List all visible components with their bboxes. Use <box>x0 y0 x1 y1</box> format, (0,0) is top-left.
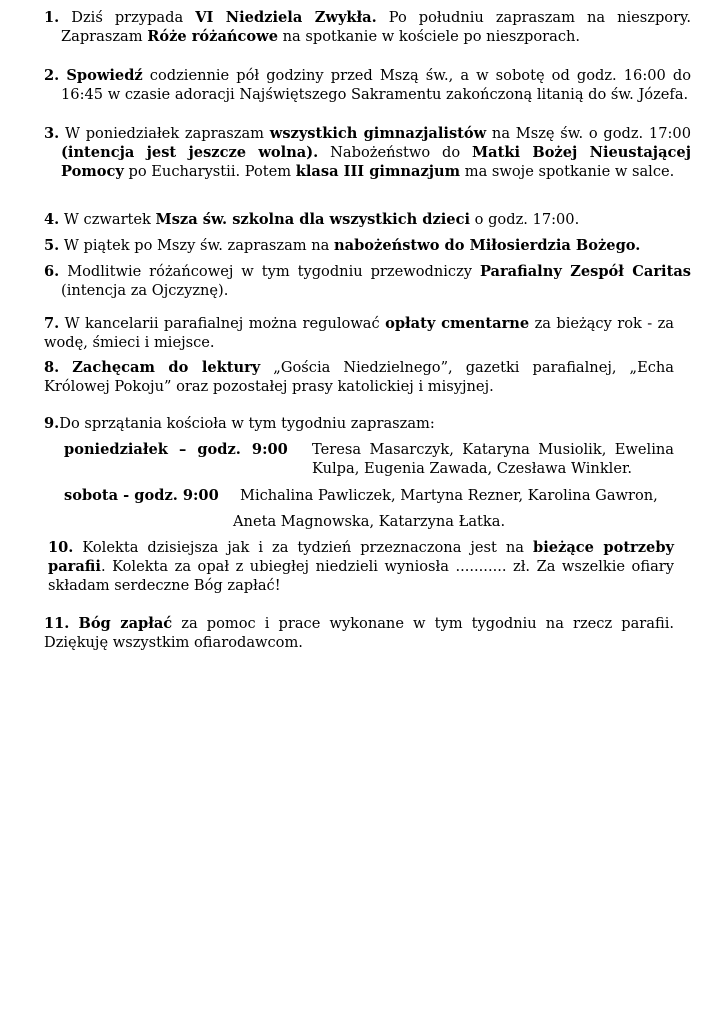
text: Nabożeństwo do <box>318 144 473 161</box>
emphasis: Msza św. szkolna dla wszystkich dzieci <box>155 211 471 228</box>
text: Po południu zapraszam na nieszpory. Zapraszam <box>61 9 692 45</box>
announcement-3 <box>44 124 691 181</box>
emphasis: VI Niedziela Zwykła. <box>195 9 377 26</box>
text: po Eucharystii. Potem <box>123 163 296 180</box>
emphasis: Parafialny Zespół Caritas <box>479 263 691 280</box>
announcement-number: 10. <box>48 539 74 556</box>
saturday-names: Michalina Pawliczek, Martyna Rezner, Karolina Gawron, <box>240 487 658 504</box>
text: na spotkanie w kościele po nieszporach. <box>277 28 581 45</box>
emphasis: Róże różańcowe <box>147 28 278 45</box>
announcement-6 <box>44 262 691 300</box>
monday-label: poniedziałek – godz. 9:00 <box>64 441 288 458</box>
text: ma swoje spotkanie w salce. <box>460 163 675 180</box>
text: Dziś przypada <box>71 9 196 26</box>
text: za bieżący rok - za wodę, śmieci i miejsce. <box>44 315 674 351</box>
text: codziennie pół godziny przed Mszą św., a w sobotę od godz. 16:00 do 16:45 w czasie adoracji Najświętszego Sakramentu zakończoną litanią do św. Józefa. <box>61 67 692 103</box>
monday-names: Teresa Masarczyk, Kataryna Musiolik, Ewelina Kulpa, Eugenia Zawada, Czesława Winkler. <box>312 441 674 477</box>
announcement-number: 4. <box>44 211 60 228</box>
text: Modlitwie różańcowej w tym tygodniu przewodniczy <box>67 263 480 280</box>
announcement-4 <box>44 210 691 229</box>
emphasis: bieżące potrzeby parafii <box>48 539 675 575</box>
emphasis: Zachęcam do lektury <box>72 359 261 376</box>
emphasis: Bóg zapłać <box>78 615 173 632</box>
emphasis: wszystkich gimnazjalistów <box>269 125 487 142</box>
saturday-label: sobota - godz. 9:00 <box>64 487 219 504</box>
text: W poniedziałek zapraszam <box>64 125 270 142</box>
text: . Kolekta za opał z ubiegłej niedzieli wyniosła ........... zł. Za wszelkie ofiary składam serdeczne Bóg zapłać! <box>48 558 674 594</box>
announcement-number: 1. <box>44 9 60 26</box>
announcement-number: 9. <box>44 415 60 432</box>
emphasis: nabożeństwo do Miłosierdzia Bożego. <box>334 237 641 254</box>
announcement-10 <box>44 538 674 595</box>
announcement-8 <box>44 358 674 396</box>
saturday-names-continued: Aneta Magnowska, Katarzyna Łatka. <box>233 513 506 530</box>
announcement-2 <box>44 66 691 104</box>
text: Kolekta dzisiejsza jak i za tydzień przeznaczona jest na <box>82 539 533 556</box>
text: na Mszę św. o godz. 17:00 <box>486 125 691 142</box>
text: „Gościa Niedzielnego”, gazetki parafialnej, „Echa Królowej Pokoju” oraz pozostałej prasy katolickiej i misyjnej. <box>44 359 675 395</box>
text: W czwartek <box>63 211 156 228</box>
announcement-number: 5. <box>44 237 60 254</box>
announcement-11 <box>44 614 674 652</box>
announcement-5 <box>44 236 691 255</box>
emphasis: Matki Bożej Nieustającej Pomocy <box>61 144 691 180</box>
emphasis: klasa III gimnazjum <box>295 163 461 180</box>
emphasis: (intencja jest jeszcze wolna). <box>61 144 319 161</box>
text: (intencja za Ojczyznę). <box>61 282 229 299</box>
text: W kancelarii parafialnej można regulować <box>64 315 386 332</box>
announcement-9 <box>44 414 674 433</box>
announcement-number: 8. <box>44 359 60 376</box>
text: o godz. 17:00. <box>470 211 580 228</box>
emphasis: Spowiedź <box>66 67 143 84</box>
text: za pomoc i prace wykonane w tym tygodniu na rzecz parafii. Dziękuję wszystkim ofiarodawcom. <box>44 615 674 651</box>
announcement-number: 11. <box>44 615 70 632</box>
announcement-7 <box>44 314 674 352</box>
announcement-1 <box>44 8 691 46</box>
announcement-number: 2. <box>44 67 60 84</box>
text: W piątek po Mszy św. zapraszam na <box>63 237 335 254</box>
announcement-number: 3. <box>44 125 60 142</box>
announcement-number: 7. <box>44 315 60 332</box>
announcement-number: 6. <box>44 263 60 280</box>
text: Do sprzątania kościoła w tym tygodniu zapraszam: <box>59 415 435 432</box>
emphasis: opłaty cmentarne <box>385 315 530 332</box>
